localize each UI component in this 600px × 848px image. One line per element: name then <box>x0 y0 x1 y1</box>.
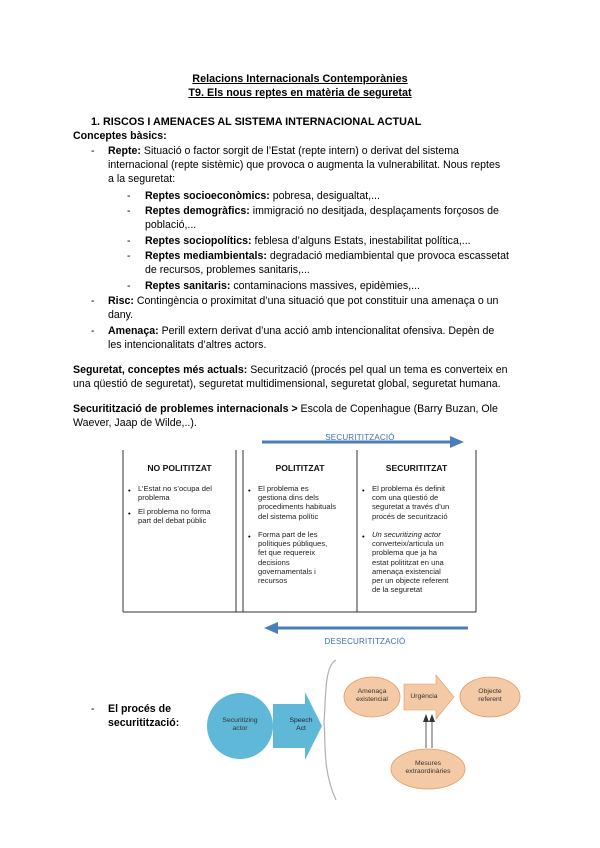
column-heading-polititzat: POLITITZAT <box>275 463 325 473</box>
repte-item-term: Reptes demogràfics: <box>145 205 250 217</box>
column-bullet-line: El problema no forma <box>138 507 211 516</box>
repte-line1: Situació o factor sorgit de l’Estat (repte intern) o derivat del sistema <box>140 145 459 157</box>
repte-item-text: feblesa d’alguns Estats, inestabilitat política,... <box>251 235 471 247</box>
process-node-line: referent <box>478 696 502 703</box>
repte-item-term: Reptes sanitaris: <box>145 280 231 292</box>
bullet-dash: - <box>127 190 131 202</box>
column-bullet-line: recursos <box>258 576 288 586</box>
process-node-line: Act <box>296 725 306 732</box>
document-title: Relacions Internacionals Contemporànies <box>192 73 408 85</box>
bullet-dash: - <box>127 235 131 247</box>
column-bullet-line: fet que requereix <box>258 548 315 558</box>
seguretat-term: Seguretat, conceptes més actuals: <box>73 364 248 376</box>
bullet-dot: • <box>128 509 131 518</box>
column-bullet-line: problema que ja ha <box>372 548 438 558</box>
desecurititzacio-arrow-head <box>264 622 278 634</box>
column-bullet-line: estat polititzat en una <box>372 557 444 567</box>
bullet-dot: • <box>248 486 251 495</box>
process-node-line: actor <box>232 725 248 732</box>
column-bullet-line: L’Estat no s’ocupa del <box>138 484 212 493</box>
process-label <box>108 702 179 730</box>
desecurititzacio-label: DESECURITITZACIÓ <box>324 637 406 646</box>
column-bullet-line: per un objecte referent <box>372 576 449 586</box>
column-bullet <box>138 484 212 502</box>
securititzacio-term: Securitització de problemes internacionals > <box>73 403 298 415</box>
repte-item-text: població,... <box>145 219 197 232</box>
column-bullet-line: polítiques públiques, <box>258 539 328 549</box>
process-node-line: Objecte <box>478 688 502 695</box>
column-bullet-line: converteix/articula un <box>372 539 444 549</box>
process-label-line: securitització: <box>108 717 180 730</box>
amenaca-line1: Perill extern derivat d’una acció amb intencionalitat ofensiva. Depèn de <box>158 325 495 337</box>
column-bullet-line: gestiona dins dels <box>258 493 319 503</box>
column-bullet-line: part del debat públic <box>138 516 207 526</box>
document-subtitle: T9. Els nous reptes en matèria de seguretat <box>188 87 412 99</box>
repte-line3: a la seguretat: <box>108 173 176 186</box>
bullet-dot: • <box>362 486 365 495</box>
column-bullet-line: problema <box>138 493 170 503</box>
speech-act-label <box>283 717 319 733</box>
column-bullet-line: com una qüestió de <box>372 493 439 503</box>
process-node-line: Mesures <box>414 760 442 767</box>
seguretat-line1: Securització (procés pel qual un tema es converteix en <box>247 364 508 376</box>
amenaca-line2: les intencionalitats d’altres actors. <box>108 339 267 352</box>
repte-item-text: contaminacions massives, epidèmies,... <box>230 280 420 292</box>
urgencia-label: Urgència <box>410 693 438 700</box>
securitizing-actor-label <box>207 717 273 733</box>
column-bullet-line: del sistema polític <box>258 511 319 521</box>
process-node-line: Amenaça <box>357 688 387 695</box>
repte-term: Repte: <box>108 145 141 157</box>
column-bullet-line: procés de securització <box>372 511 448 521</box>
column-bullet <box>372 484 449 521</box>
column-bullet <box>258 530 327 585</box>
process-node-line: Speech <box>289 717 313 724</box>
column-bullet-line: Un securitizing actor <box>372 530 441 539</box>
column-bullet-line: amenaça existencial <box>372 566 441 576</box>
securititzacio-label: SECURITITZACIÓ <box>325 433 395 442</box>
grouping-brace <box>324 660 336 800</box>
bullet-dot: • <box>362 532 365 541</box>
column-heading-no-polititzat: NO POLITITZAT <box>147 463 212 473</box>
column-heading-securititzat: SECURITITZAT <box>385 463 448 473</box>
risc-line1: Contingència o proximitat d’una situació que pot constituir una amenaça o un <box>133 295 499 307</box>
seguretat-line2: una qüestió de seguretat), seguretat multidimensional, seguretat global, seguretat humana. <box>73 378 501 391</box>
objecte-label <box>460 688 520 704</box>
repte-item-text: de recursos, problemes sanitaris,... <box>145 264 310 277</box>
column-bullet-line: procediments habituals <box>258 502 337 512</box>
repte-item-term: Reptes sociopolítics: <box>145 235 252 247</box>
process-node-line: existencial <box>356 696 388 703</box>
securititzacio-arrow-head <box>450 436 464 448</box>
repte-item-text: immigració no desitjada, desplaçaments forçosos de <box>249 205 499 217</box>
column-bullet-line: de la seguretat <box>372 585 423 595</box>
risc-term: Risc: <box>108 295 134 307</box>
repte-item-text: degradació mediambiental que provoca escassetat <box>266 250 509 262</box>
amenaca-term: Amenaça: <box>108 325 159 337</box>
bullet-dot: • <box>128 486 131 495</box>
risc-line2: dany. <box>108 309 134 322</box>
column-bullet <box>258 484 336 521</box>
up-arrow-head <box>429 714 435 722</box>
section-heading: 1. RISCOS I AMENACES AL SISTEMA INTERNACIONAL ACTUAL <box>91 116 422 128</box>
column-bullet-line: El problema es <box>258 484 309 493</box>
mesures-label <box>391 760 465 776</box>
column-bullet-line: seguretat a través d’un <box>372 502 450 512</box>
securititzacio-line2: Waever, Jaap de Wilde,..). <box>73 417 197 430</box>
column-bullet-line: Forma part de les <box>258 530 318 539</box>
column-bullet <box>372 530 448 594</box>
column-bullet-line: El problema és definit <box>372 484 446 493</box>
bullet-dash: - <box>127 205 131 217</box>
amenaca-label <box>344 688 400 704</box>
bullet-dash: - <box>91 145 95 157</box>
bullet-dash: - <box>91 295 95 307</box>
securititzacio-line1: Escola de Copenhague (Barry Buzan, Ole <box>297 403 498 415</box>
concepts-label: Conceptes bàsics: <box>73 130 167 142</box>
repte-item-term: Reptes mediambientals: <box>145 250 267 262</box>
process-node-line: Securitizing <box>222 717 258 724</box>
process-label-line: El procés de <box>108 703 171 715</box>
repte-line2: internacional (repte sistèmic) que provoca o augmenta la vulnerabilitat. Nous reptes <box>108 159 501 172</box>
bullet-dash: - <box>91 703 95 715</box>
column-bullet <box>138 507 211 525</box>
column-bullet-line: governamentals i <box>258 566 316 576</box>
bullet-dash: - <box>127 250 131 262</box>
repte-item-term: Reptes socioeconòmics: <box>145 190 270 202</box>
process-node-line: extraordinàries <box>405 768 451 775</box>
column-bullet-line: decisions <box>258 557 290 567</box>
bullet-dot: • <box>248 532 251 541</box>
up-arrow-head <box>423 714 429 722</box>
repte-item-text: pobresa, desigualtat,... <box>269 190 380 202</box>
bullet-dash: - <box>127 280 131 292</box>
bullet-dash: - <box>91 325 95 337</box>
